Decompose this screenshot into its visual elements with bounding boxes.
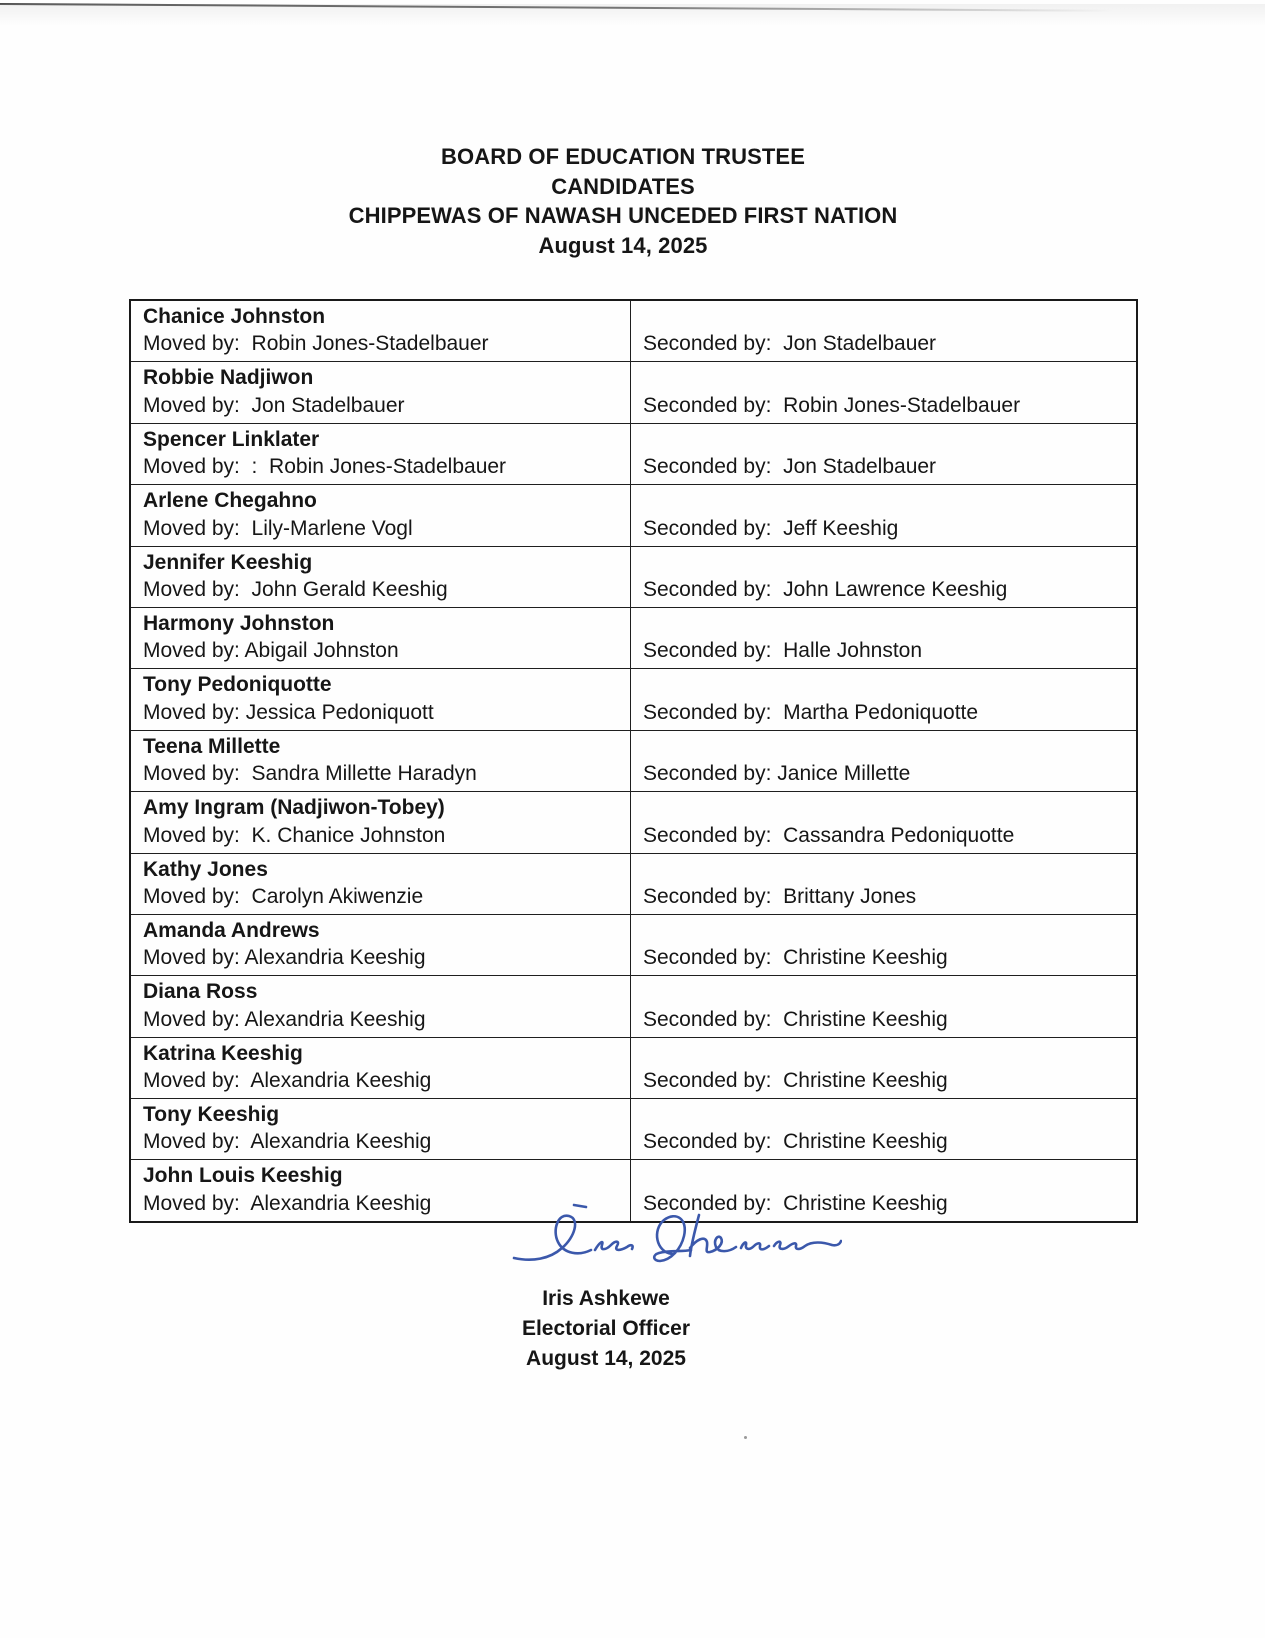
candidate-cell (131, 424, 630, 484)
signatory-name: Iris Ashkewe (542, 1286, 670, 1310)
seconded-by: Seconded by: Christine Keeshig (643, 1007, 948, 1031)
moved-by: Moved by: Alexandria Keeshig (143, 1130, 432, 1154)
seconded-by: Seconded by: Christine Keeshig (643, 1130, 948, 1154)
candidate-name: Arlene Chegahno (143, 489, 317, 513)
candidate-name: Tony Pedoniquotte (143, 673, 332, 697)
signature-block (396, 1202, 816, 1374)
moved-by: Moved by: K. Chanice Johnston (143, 823, 446, 847)
candidate-row (130, 485, 1137, 546)
seconded-by: Seconded by: Jon Stadelbauer (643, 332, 937, 356)
candidate-name: Chanice Johnston (143, 305, 326, 328)
candidate-row (130, 853, 1137, 914)
moved-by: Moved by: John Gerald Keeshig (143, 577, 448, 601)
seconder-cell (631, 976, 1136, 1036)
seconded-by: Seconded by: Jon Stadelbauer (643, 455, 937, 479)
seconder-cell (631, 362, 1136, 422)
candidate-name: Amanda Andrews (143, 918, 320, 942)
signature-ink (512, 1202, 842, 1284)
candidate-row (130, 976, 1137, 1037)
moved-by: Moved by: Jon Stadelbauer (143, 393, 405, 417)
candidate-cell (131, 1038, 630, 1098)
candidate-cell (131, 485, 630, 545)
seconded-by: Seconded by: Christine Keeshig (643, 946, 948, 970)
candidate-cell (131, 301, 630, 361)
signatory-title: Electorial Officer (521, 1316, 691, 1340)
candidate-name: Jennifer Keeshig (143, 550, 313, 574)
candidate-cell (131, 362, 630, 422)
header-date-line: August 14, 2025 (538, 232, 708, 258)
candidate-row (130, 1037, 1137, 1098)
candidate-cell (131, 1099, 630, 1159)
seconded-by: Seconded by: Janice Millette (643, 762, 911, 786)
seconder-cell (631, 854, 1136, 914)
candidate-cell (131, 669, 630, 729)
moved-by: Moved by: Alexandria Keeshig (143, 1007, 426, 1031)
candidate-name: John Louis Keeshig (143, 1164, 343, 1188)
seconded-by: Seconded by: Christine Keeshig (643, 1191, 948, 1215)
signatory-date: August 14, 2025 (526, 1346, 686, 1370)
candidate-cell (131, 976, 630, 1036)
candidate-cell (131, 792, 630, 852)
moved-by: Moved by: Abigail Johnston (143, 639, 399, 663)
seconded-by: Seconded by: Robin Jones-Stadelbauer (643, 393, 1021, 417)
candidate-row (130, 300, 1137, 362)
candidate-name: Kathy Jones (143, 857, 268, 881)
signatory-lines (396, 1284, 816, 1374)
candidate-row (130, 607, 1137, 668)
candidate-cell (131, 915, 630, 975)
seconded-by: Seconded by: Christine Keeshig (643, 1069, 948, 1093)
candidate-name: Katrina Keeshig (143, 1041, 303, 1065)
candidate-row (130, 730, 1137, 791)
seconder-cell (631, 424, 1136, 484)
candidate-cell (131, 608, 630, 668)
candidate-name: Robbie Nadjiwon (143, 366, 314, 390)
seconder-cell (631, 731, 1136, 791)
candidate-name: Teena Millette (143, 734, 281, 758)
candidate-cell (131, 547, 630, 607)
header-organization-line: CHIPPEWAS OF NAWASH UNCEDED FIRST NATION (348, 203, 898, 228)
document-header (118, 142, 1128, 260)
seconder-cell (631, 669, 1136, 729)
moved-by: Moved by: Carolyn Akiwenzie (143, 884, 424, 908)
candidate-row (130, 1099, 1137, 1160)
candidate-row (130, 362, 1137, 423)
candidates-table (129, 299, 1138, 1223)
seconder-cell (631, 547, 1136, 607)
candidate-name: Spencer Linklater (143, 427, 320, 451)
candidate-row (130, 546, 1137, 607)
scan-artifact-speck (744, 1436, 747, 1439)
candidate-cell (131, 854, 630, 914)
candidates-table-body (130, 300, 1137, 1222)
seconder-cell (631, 915, 1136, 975)
seconded-by: Seconded by: John Lawrence Keeshig (643, 577, 1008, 601)
moved-by: Moved by: Alexandria Keeshig (143, 1069, 432, 1093)
candidate-name: Harmony Johnston (143, 611, 335, 635)
seconder-cell (631, 485, 1136, 545)
moved-by: Moved by: Alexandria Keeshig (143, 946, 426, 970)
seconder-cell (631, 1099, 1136, 1159)
moved-by: Moved by: Alexandria Keeshig (143, 1191, 432, 1215)
seconder-cell (631, 1038, 1136, 1098)
candidate-name: Amy Ingram (Nadjiwon-Tobey) (143, 796, 445, 820)
candidate-cell (131, 731, 630, 791)
candidate-row (130, 423, 1137, 484)
seconder-cell (631, 792, 1136, 852)
moved-by: Moved by: Sandra Millette Haradyn (143, 762, 477, 786)
header-subtitle-line: CANDIDATES (551, 173, 695, 199)
seconder-cell (631, 608, 1136, 668)
seconded-by: Seconded by: Brittany Jones (643, 884, 917, 908)
candidate-name: Tony Keeshig (143, 1103, 280, 1127)
candidate-row (130, 669, 1137, 730)
moved-by: Moved by: Jessica Pedoniquott (143, 700, 434, 724)
candidate-row (130, 792, 1137, 853)
seconded-by: Seconded by: Cassandra Pedoniquotte (643, 823, 1015, 847)
candidate-row (130, 914, 1137, 975)
seconded-by: Seconded by: Martha Pedoniquotte (643, 700, 979, 724)
candidate-name: Diana Ross (143, 980, 258, 1004)
seconder-cell (631, 301, 1136, 361)
header-title-line: BOARD OF EDUCATION TRUSTEE (441, 144, 805, 169)
moved-by: Moved by: Lily-Marlene Vogl (143, 516, 413, 540)
scan-artifact-shade (0, 4, 1265, 26)
moved-by: Moved by: Robin Jones-Stadelbauer (143, 332, 489, 356)
moved-by: Moved by: : Robin Jones-Stadelbauer (143, 455, 507, 479)
seconded-by: Seconded by: Jeff Keeshig (643, 516, 899, 540)
seconded-by: Seconded by: Halle Johnston (643, 639, 923, 663)
